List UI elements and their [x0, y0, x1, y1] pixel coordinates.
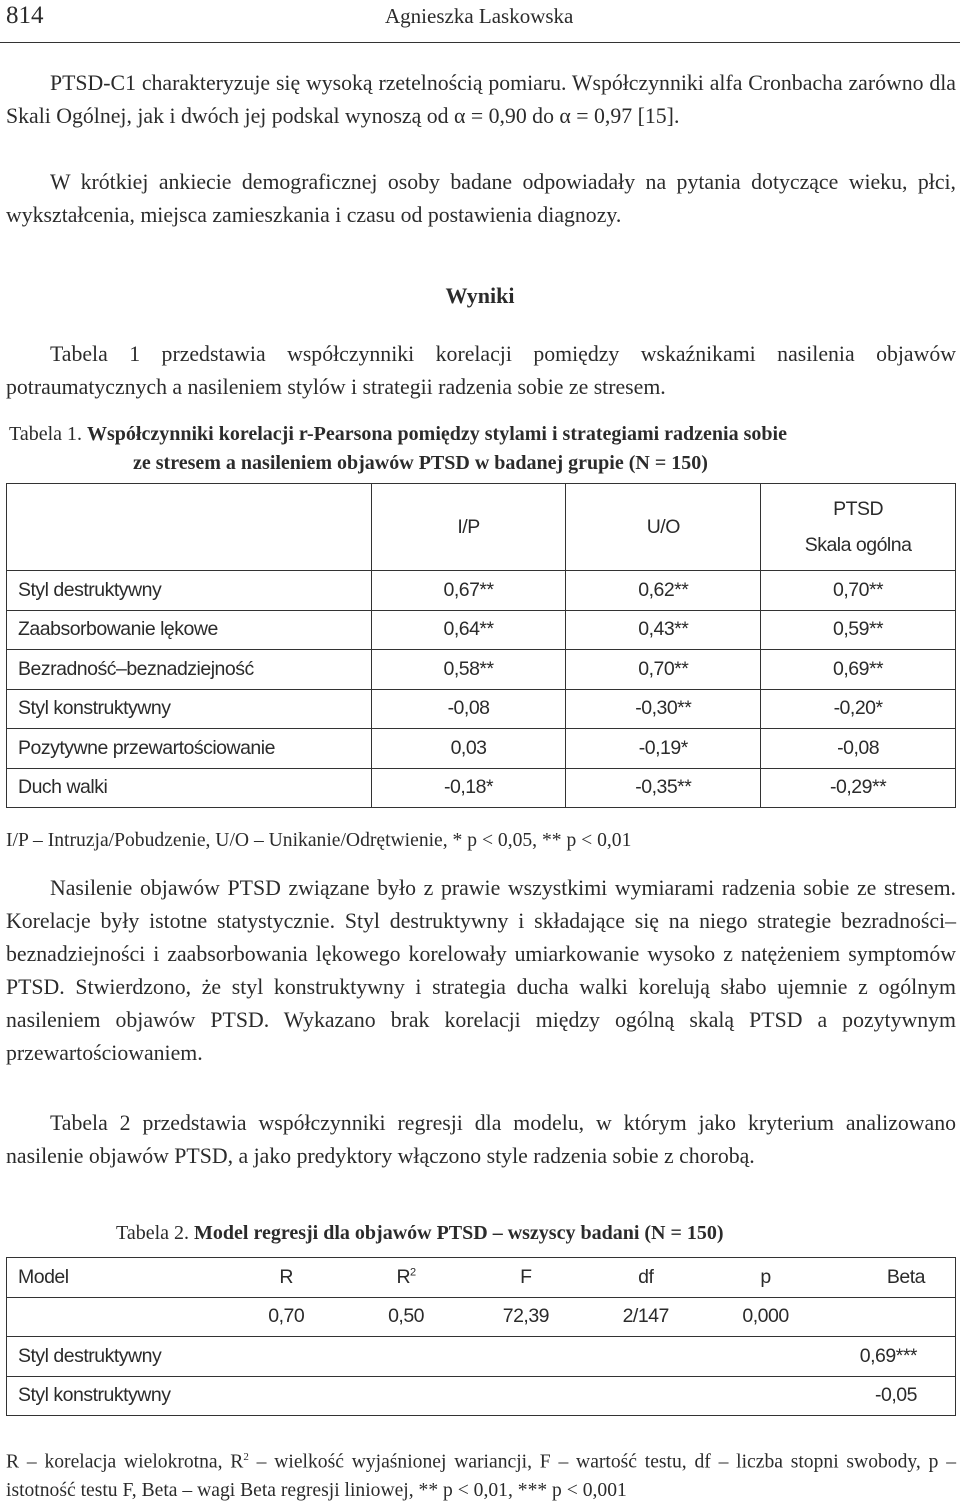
- section-heading: Wyniki: [445, 283, 515, 308]
- cell-r: 0,70: [226, 1297, 346, 1337]
- table1-caption-line2: ze stresem a nasileniem objawów PTSD w badanej grupie (N = 150): [133, 452, 708, 474]
- cell-ptsd: -0,08: [761, 729, 956, 769]
- cell-empty: [226, 1337, 346, 1377]
- row-label-empty: [7, 1297, 227, 1337]
- cell-beta: 0,69***: [826, 1337, 956, 1377]
- cell-ip: 0,64**: [371, 610, 566, 650]
- table-header-empty: [7, 484, 372, 571]
- table-row: [7, 689, 956, 729]
- cell-ip: 0,03: [371, 729, 566, 769]
- running-head-author: Agnieszka Laskowska: [385, 4, 574, 28]
- table2-note: [6, 1443, 956, 1505]
- cell-uo: 0,62**: [566, 571, 761, 611]
- cell-ip: -0,08: [371, 689, 566, 729]
- cell-empty: [586, 1337, 706, 1377]
- paragraph-demographics: W krótkiej ankiecie demograficznej osoby badane odpowiadały na pytania dotyczące wieku, płci, wykształcenia, miejsca zamieszkania i czasu od postawienia diagnozy.: [6, 170, 956, 227]
- table2-note-b: – wielkość wyjaśnionej wariancji, F – wartość testu, df – liczba stopni swobody, p – istotność testu F, Beta – wagi Beta regresji liniowej, ** p < 0,01, *** p < 0,001: [6, 1451, 956, 1501]
- cell-uo: -0,35**: [566, 768, 761, 808]
- column-header-r2-base: R: [396, 1265, 411, 1288]
- cell-ptsd: 0,70**: [761, 571, 956, 611]
- cell-ptsd: 0,69**: [761, 650, 956, 690]
- cell-empty: [706, 1337, 826, 1377]
- cell-empty: [466, 1376, 586, 1416]
- table1-caption: [9, 420, 957, 449]
- table2-caption-label: Tabela 2.: [116, 1222, 190, 1244]
- table1-caption-cont: [133, 449, 708, 478]
- cell-uo: 0,70**: [566, 650, 761, 690]
- row-label: Bezradność–beznadziejność: [7, 650, 372, 690]
- cell-beta-empty: [826, 1297, 956, 1337]
- row-label: Zaabsorbowanie lękowe: [7, 610, 372, 650]
- column-header-ptsd: [761, 484, 956, 571]
- table2-caption-title: Model regresji dla objawów PTSD – wszyscy badani (N = 150): [194, 1222, 724, 1244]
- column-header-r: R: [226, 1258, 346, 1298]
- table-row: [7, 650, 956, 690]
- table-row: [7, 1337, 956, 1377]
- row-label: Styl destruktywny: [7, 1337, 227, 1377]
- cell-empty: [706, 1376, 826, 1416]
- page-number: 814: [6, 2, 44, 29]
- cell-df: 2/147: [586, 1297, 706, 1337]
- cell-ip: 0,58**: [371, 650, 566, 690]
- cell-f: 72,39: [466, 1297, 586, 1337]
- cell-r2: 0,50: [346, 1297, 466, 1337]
- cell-ptsd: 0,59**: [761, 610, 956, 650]
- cell-ptsd: -0,29**: [761, 768, 956, 808]
- row-label: Styl konstruktywny: [7, 689, 372, 729]
- cell-empty: [346, 1376, 466, 1416]
- cell-uo: -0,19*: [566, 729, 761, 769]
- paragraph-reliability: PTSD-C1 charakteryzuje się wysoką rzetelnością pomiaru. Współczynniki alfa Cronbacha zarówno dla Skali Ogólnej, jak i dwóch jej podskal wynoszą od α = 0,90 do α = 0,97 [15].: [6, 71, 956, 128]
- column-header-f: F: [466, 1258, 586, 1298]
- cell-empty: [466, 1337, 586, 1377]
- table-row: [7, 729, 956, 769]
- column-header-ptsd-line1: PTSD: [833, 498, 884, 520]
- row-label: Styl destruktywny: [7, 571, 372, 611]
- cell-empty: [586, 1376, 706, 1416]
- column-header-p: p: [706, 1258, 826, 1298]
- header-rule: [0, 42, 960, 43]
- table-row: [7, 768, 956, 808]
- table-row: [7, 1376, 956, 1416]
- table1-caption-line1: Współczynniki korelacji r-Pearsona pomiędzy stylami i strategiami radzenia sobie: [87, 423, 787, 445]
- column-header-ip: I/P: [371, 484, 566, 571]
- column-header-r2-sup: 2: [410, 1266, 416, 1279]
- table2-caption: [116, 1219, 956, 1248]
- cell-ip: 0,67**: [371, 571, 566, 611]
- table-header-row: [7, 1258, 956, 1298]
- column-header-df: df: [586, 1258, 706, 1298]
- cell-p: 0,000: [706, 1297, 826, 1337]
- table2-note-a: R – korelacja wielokrotna, R: [6, 1451, 244, 1473]
- cell-empty: [226, 1376, 346, 1416]
- row-label: Pozytywne przewartościowanie: [7, 729, 372, 769]
- cell-uo: -0,30**: [566, 689, 761, 729]
- paragraph-results: Nasilenie objawów PTSD związane było z prawie wszystkimi wymiarami radzenia sobie ze stresem. Korelacje były istotne statystycznie. Styl destruktywny i składające się na niego strategie bezradności–beznadziejności i zaabsorbowania lękowego korelowały umiarkowanie wysoko z natężeniem symptomów PTSD. Stwierdzono, że styl konstruktywny i strategia ducha walki korelują słabo ujemnie z ogólnym nasileniem objawów PTSD. Wykazano brak korelacji między ogólną skalą PTSD a pozytywnym przewartościowaniem.: [6, 876, 956, 1065]
- table2-note-sup: 2: [243, 1451, 249, 1463]
- correlation-table: [6, 483, 956, 808]
- paragraph-table2-intro: Tabela 2 przedstawia współczynniki regresji dla modelu, w którym jako kryterium analizowano nasilenie objawów PTSD, a jako predyktory włączono style radzenia sobie z chorobą.: [6, 1111, 956, 1168]
- table-row: [7, 610, 956, 650]
- table-row: [7, 571, 956, 611]
- cell-empty: [346, 1337, 466, 1377]
- column-header-r2: [346, 1258, 466, 1298]
- table1-caption-label: Tabela 1.: [9, 423, 83, 445]
- cell-beta: -0,05: [826, 1376, 956, 1416]
- cell-ip: -0,18*: [371, 768, 566, 808]
- column-header-ptsd-line2: Skala ogólna: [804, 534, 912, 556]
- row-label: Styl konstruktywny: [7, 1376, 227, 1416]
- cell-ptsd: -0,20*: [761, 689, 956, 729]
- column-header-uo: U/O: [566, 484, 761, 571]
- paragraph-table1-intro: Tabela 1 przedstawia współczynniki korelacji pomiędzy wskaźnikami nasilenia objawów potraumatycznych a nasileniem stylów i strategii radzenia sobie ze stresem.: [6, 342, 956, 399]
- table1-note: I/P – Intruzja/Pobudzenie, U/O – Unikanie/Odrętwienie, * p < 0,05, ** p < 0,01: [6, 830, 632, 851]
- table-row: [7, 1297, 956, 1337]
- column-header-beta: Beta: [826, 1258, 956, 1298]
- cell-uo: 0,43**: [566, 610, 761, 650]
- regression-table: [6, 1257, 956, 1416]
- table-header-row: [7, 484, 956, 571]
- row-label: Duch walki: [7, 768, 372, 808]
- column-header-model: Model: [7, 1258, 227, 1298]
